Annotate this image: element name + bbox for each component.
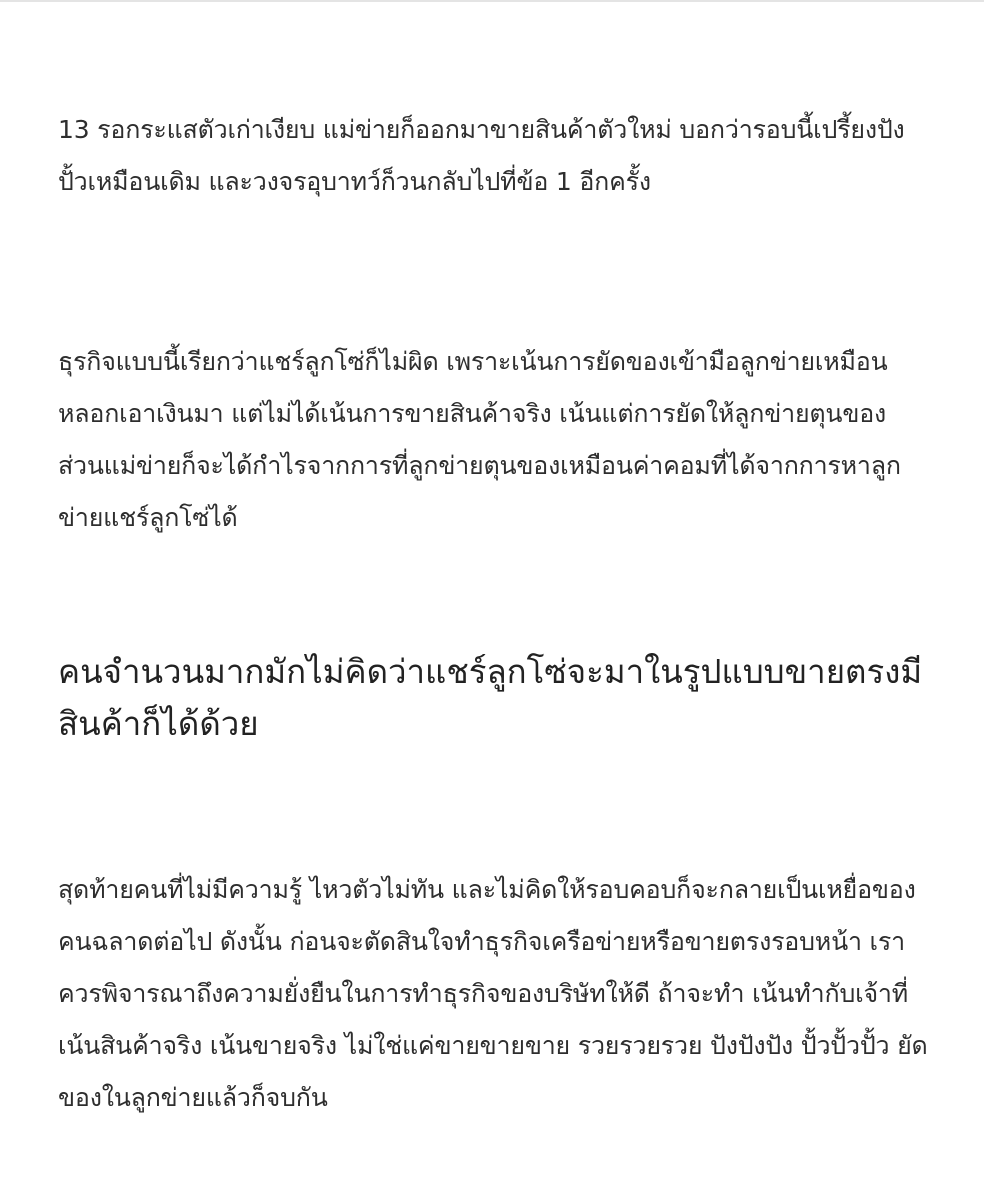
section-heading: คนจำนวนมากมักไม่คิดว่าแชร์ลูกโซ่จะมาในรูปแบบขายตรงมีสินค้าก็ได้ด้วย bbox=[58, 652, 923, 743]
article-paragraph-3: สุดท้ายคนที่ไม่มีความรู้ ไหวตัวไม่ทัน และไม่คิดให้รอบคอบก็จะกลายเป็นเหยื่อของคนฉลาดต่อไป ดังนั้น ก่อนจะตัดสินใจทำธุรกิจเครือข่ายหรือขายตรงรอบหน้า เราควรพิจารณาถึงความยั่งยืนในการทำธุรกิจของบริษัทให้ดี ถ้าจะทำ เน้นทำกับเจ้าที่เน้นสินค้าจริง เน้นขายจริง ไม่ใช่แค่ขายขายขาย รวยรวยรวย ปังปังปัง ปั้วปั้วปั้ว ยัดของในลูกข่ายแล้วก็จบกัน bbox=[58, 875, 928, 1112]
article-paragraph-2: ธุรกิจแบบนี้เรียกว่าแชร์ลูกโซ่ก็ไม่ผิด เพราะเน้นการยัดของเข้ามือลูกข่ายเหมือนหลอกเอาเงินมา แต่ไม่ได้เน้นการขายสินค้าจริง เน้นแต่การยัดให้ลูกข่ายตุนของ ส่วนแม่ข่ายก็จะได้กำไรจากการที่ลูกข่ายตุนของเหมือนค่าคอมที่ได้จากการหาลูกข่ายแชร์ลูกโซ่ได้ bbox=[58, 347, 901, 532]
article-paragraph-1: 13 รอกระแสตัวเก่าเงียบ แม่ข่ายก็ออกมาขายสินค้าตัวใหม่ บอกว่ารอบนี้เปรี้ยงปังปั้วเหมือนเดิม และวงจรอุบาทว์ก็วนกลับไปที่ข้อ 1 อีกครั้ง bbox=[58, 115, 905, 196]
top-divider bbox=[0, 0, 984, 2]
